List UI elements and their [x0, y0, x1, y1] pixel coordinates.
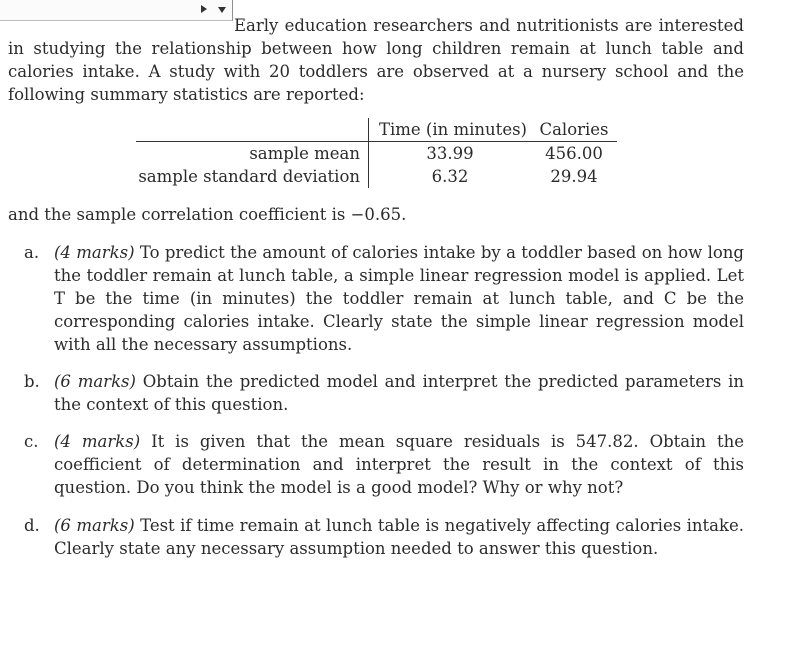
question-label: c. [24, 432, 39, 451]
question-body: It is given that the mean square residuals is 547.82. Obtain the coefficient of determination and interpret the result in the context of this question. Do you think the model is a good model? Why or why not? [54, 432, 744, 497]
calories-value: 29.94 [550, 167, 598, 186]
table-row-sd [136, 165, 617, 188]
question-body: To predict the amount of calories intake by a toddler based on how long the toddler remain at lunch table, a simple linear regression model is applied. Let T be the time (in minutes) the toddler remain at lunch table, and C be the corresponding calories intake. Clearly state the simple linear regression model with all the necessary assumptions. [54, 243, 744, 354]
table-header-row [136, 118, 617, 142]
triangle-down-icon[interactable] [218, 7, 226, 13]
question-text [54, 370, 744, 416]
table-row-mean [136, 142, 617, 166]
summary-statistics-table [136, 118, 617, 188]
question-marks: (4 marks) [54, 243, 135, 262]
question-label: d. [24, 516, 40, 535]
question-text [54, 514, 744, 560]
question-b [24, 370, 744, 416]
row-label: sample mean [136, 142, 369, 166]
question-marks: (6 marks) [54, 516, 135, 535]
header-calories: Calories [531, 118, 617, 142]
question-body: Test if time remain at lunch table is negatively affecting calories intake. Clearly state any necessary assumption needed to answer this question. [54, 516, 744, 558]
time-value: 33.99 [426, 144, 474, 163]
question-d [24, 514, 744, 560]
row-label: sample standard deviation [136, 165, 369, 188]
question-a [24, 241, 744, 356]
time-value: 6.32 [431, 167, 469, 186]
question-marks: (6 marks) [54, 372, 136, 391]
header-time: Time (in minutes) [369, 118, 532, 142]
question-text [54, 241, 744, 356]
calories-value: 456.00 [545, 144, 603, 163]
question-label: a. [24, 243, 40, 262]
question-marks: (4 marks) [54, 432, 141, 451]
correlation-sentence: and the sample correlation coefficient is −0.65. [8, 205, 407, 224]
triangle-right-icon[interactable] [201, 5, 207, 13]
question-label: b. [24, 372, 40, 391]
header-blank-cell [136, 118, 369, 142]
intro-paragraph: Early education researchers and nutritionists are interested in studying the relationship between how long children remain at lunch table and calories intake. A study with 20 toddlers are observed at a nursery school and the following summary statistics are reported: [8, 16, 744, 104]
question-c [24, 430, 744, 499]
question-body: Obtain the predicted model and interpret the predicted parameters in the context of this question. [54, 372, 744, 414]
question-text [54, 430, 744, 499]
